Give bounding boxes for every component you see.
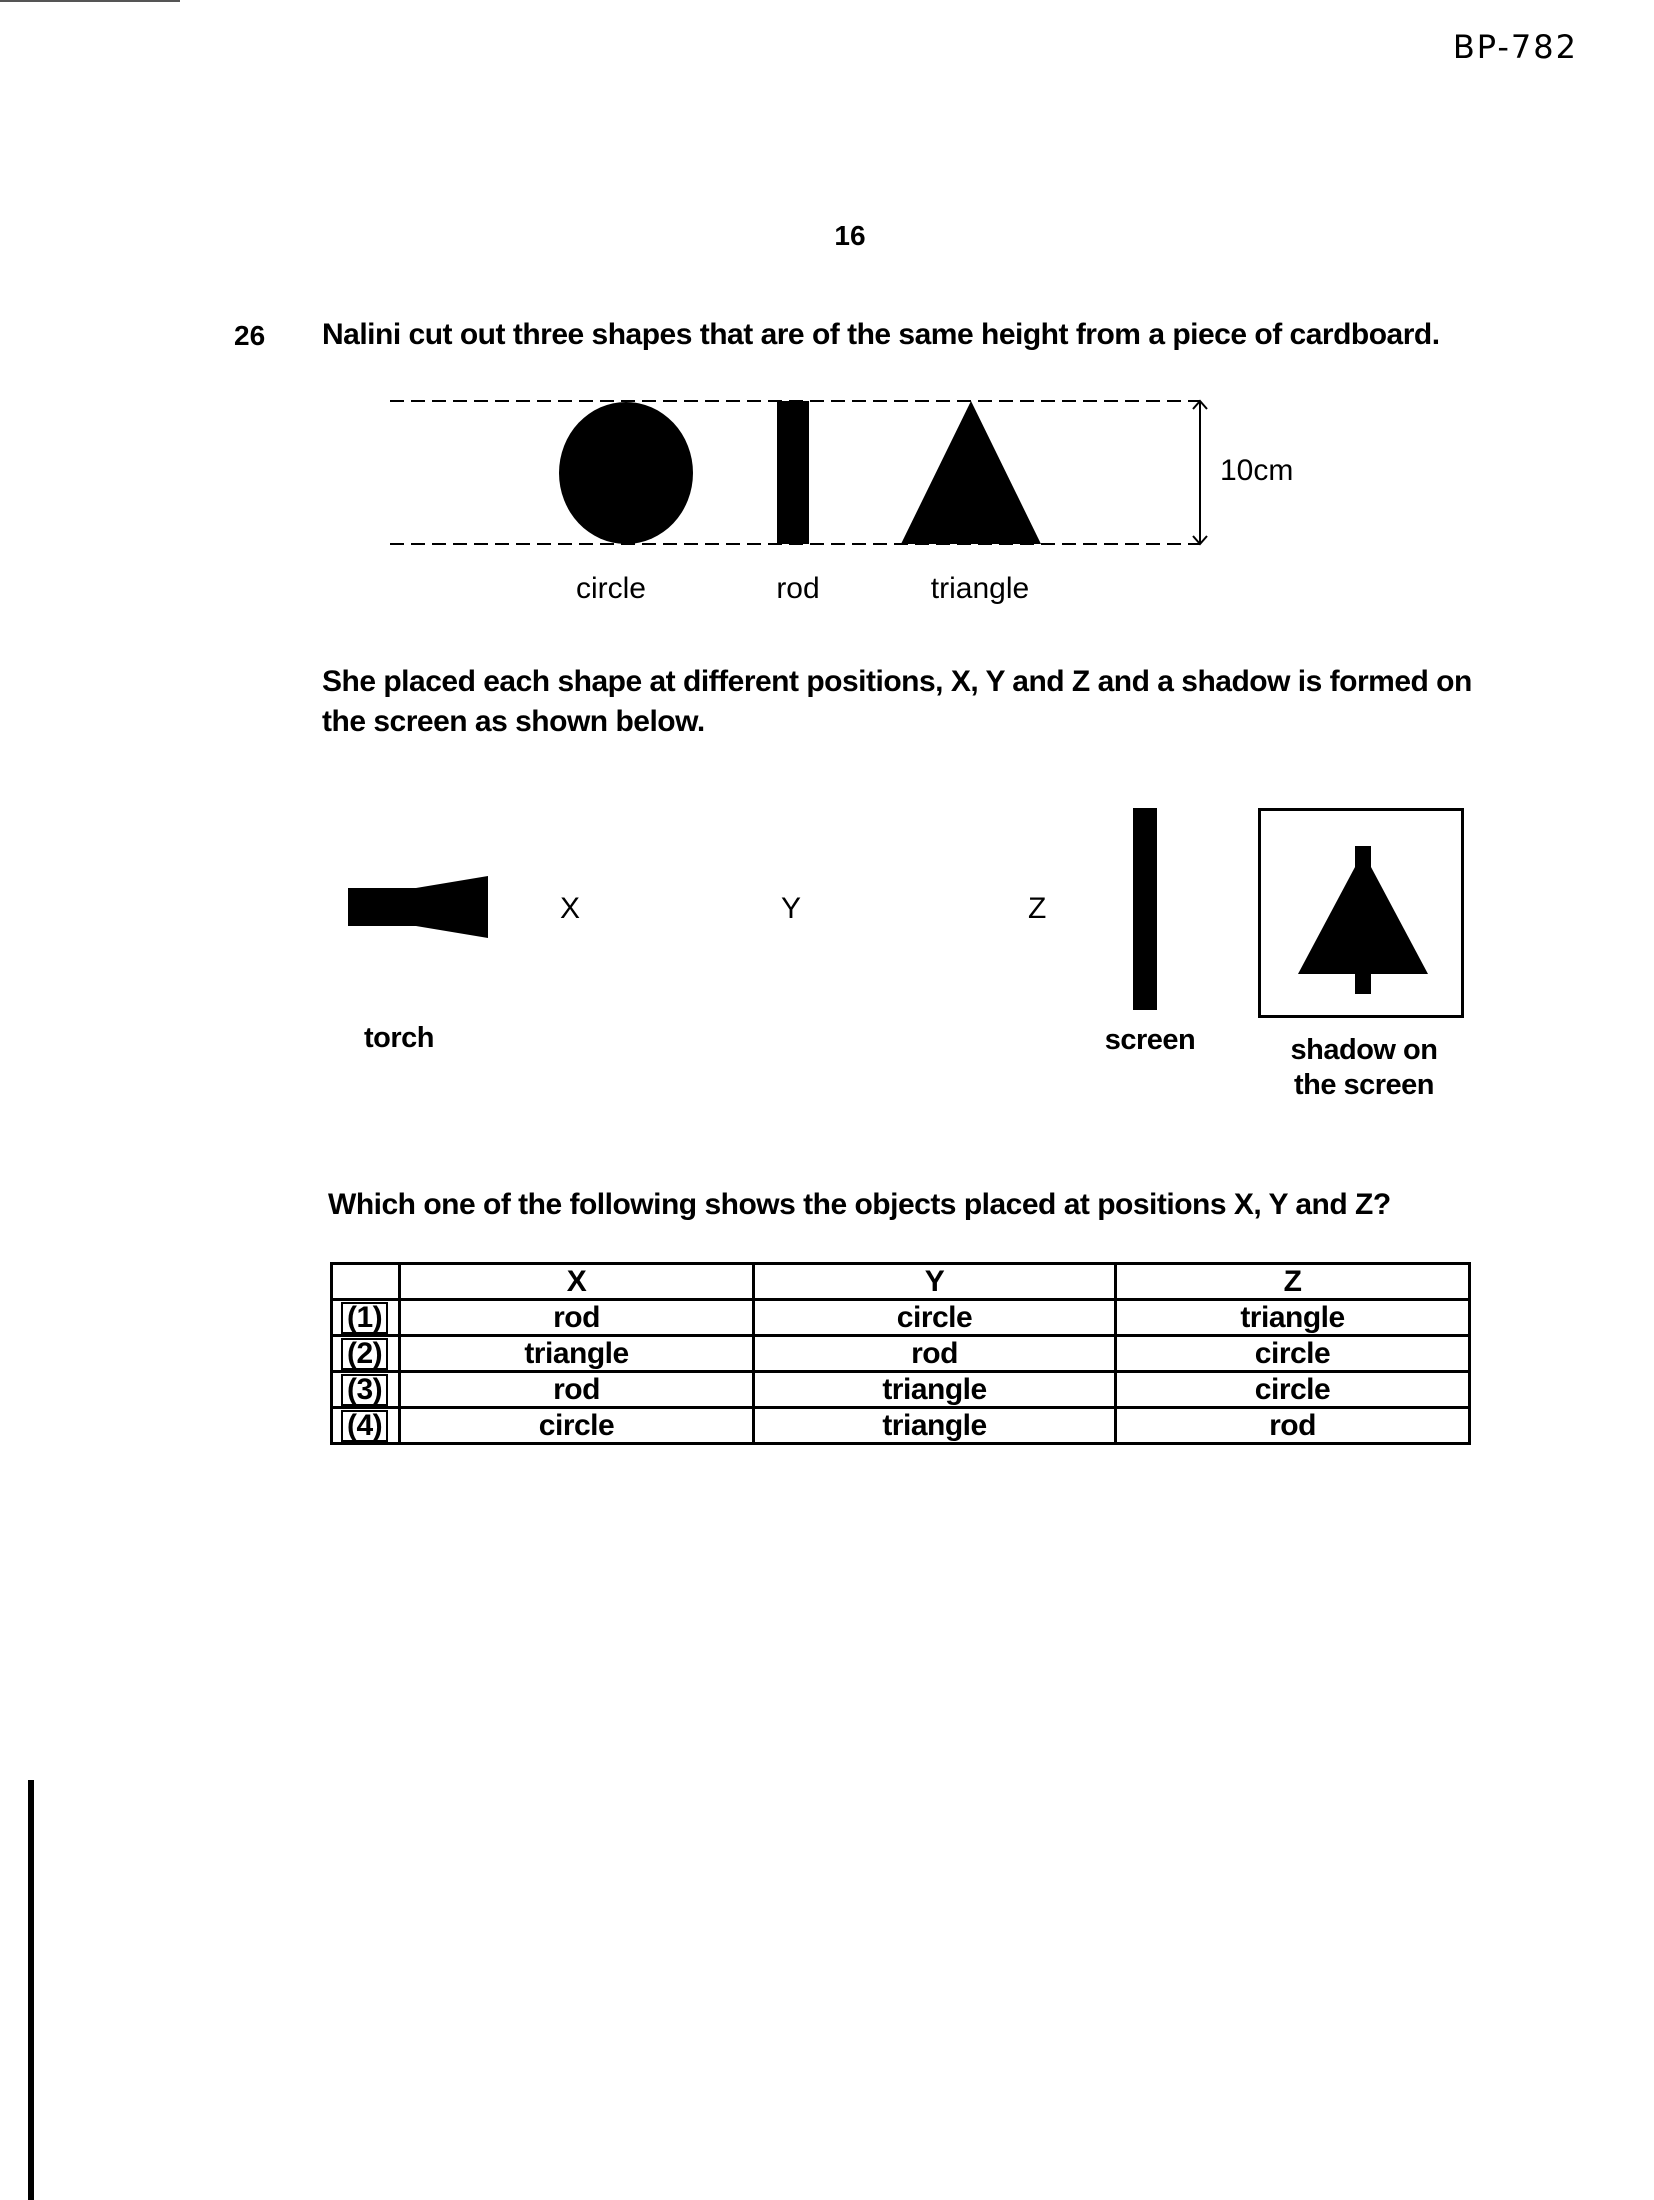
table-row[interactable] <box>332 1300 1470 1336</box>
option-x-cell: rod <box>400 1372 754 1408</box>
answer-options-table <box>330 1262 1471 1445</box>
question-prompt: Which one of the following shows the objects placed at positions X, Y and Z? <box>328 1188 1391 1221</box>
option-y-cell: triangle <box>754 1372 1116 1408</box>
scan-margin-line <box>28 1780 34 2200</box>
option-number: (2) <box>341 1338 388 1370</box>
height-label: 10cm <box>1220 454 1294 487</box>
option-number-cell <box>332 1336 400 1372</box>
table-row[interactable] <box>332 1336 1470 1372</box>
shape-label-rod: rod <box>776 572 820 605</box>
shadow-box <box>1258 808 1464 1018</box>
position-y-label: Y <box>781 892 802 925</box>
question-number: 26 <box>234 320 266 351</box>
option-y-cell: rod <box>754 1336 1116 1372</box>
shadow-label-line1: shadow on <box>1290 1034 1438 1066</box>
option-number: (3) <box>341 1374 388 1406</box>
shadow-label-line2: the screen <box>1293 1069 1435 1101</box>
top-rule <box>0 0 180 2</box>
shadow-rod-bottom <box>1355 968 1371 994</box>
table-header-row <box>332 1264 1470 1300</box>
header-cell-z: Z <box>1116 1264 1470 1300</box>
circle-shape <box>559 402 693 544</box>
header-cell-x: X <box>400 1264 754 1300</box>
option-z-cell: triangle <box>1116 1300 1470 1336</box>
rod-shape <box>777 401 809 544</box>
triangle-shape <box>901 401 1041 544</box>
document-code: BP-782 <box>1452 28 1578 66</box>
position-x-label: X <box>560 892 581 925</box>
header-cell-y: Y <box>754 1264 1116 1300</box>
option-number: (1) <box>341 1302 388 1334</box>
option-number-cell <box>332 1300 400 1336</box>
setup-text: She placed each shape at different positions, X, Y and Z and a shadow is formed on the screen as shown below. <box>322 665 1472 738</box>
option-y-cell: triangle <box>754 1408 1116 1444</box>
option-z-cell: circle <box>1116 1336 1470 1372</box>
table-row[interactable] <box>332 1372 1470 1408</box>
option-z-cell: circle <box>1116 1372 1470 1408</box>
option-x-cell: rod <box>400 1300 754 1336</box>
option-y-cell: circle <box>754 1300 1116 1336</box>
option-x-cell: circle <box>400 1408 754 1444</box>
option-z-cell: rod <box>1116 1408 1470 1444</box>
screen-label: screen <box>1104 1024 1196 1056</box>
shape-label-circle: circle <box>575 572 646 605</box>
option-number: (4) <box>341 1410 388 1442</box>
question-text: Nalini cut out three shapes that are of the same height from a piece of cardboard. <box>322 318 1440 351</box>
option-number-cell <box>332 1408 400 1444</box>
option-number-cell <box>332 1372 400 1408</box>
option-x-cell: triangle <box>400 1336 754 1372</box>
position-z-label: Z <box>1028 892 1047 925</box>
torch-label: torch <box>364 1022 434 1054</box>
screen-bar <box>1133 808 1157 1010</box>
shape-label-triangle: triangle <box>930 572 1030 605</box>
page-number: 16 <box>834 220 866 251</box>
table-row[interactable] <box>332 1408 1470 1444</box>
header-cell-blank <box>332 1264 400 1300</box>
torch-icon <box>348 874 490 940</box>
